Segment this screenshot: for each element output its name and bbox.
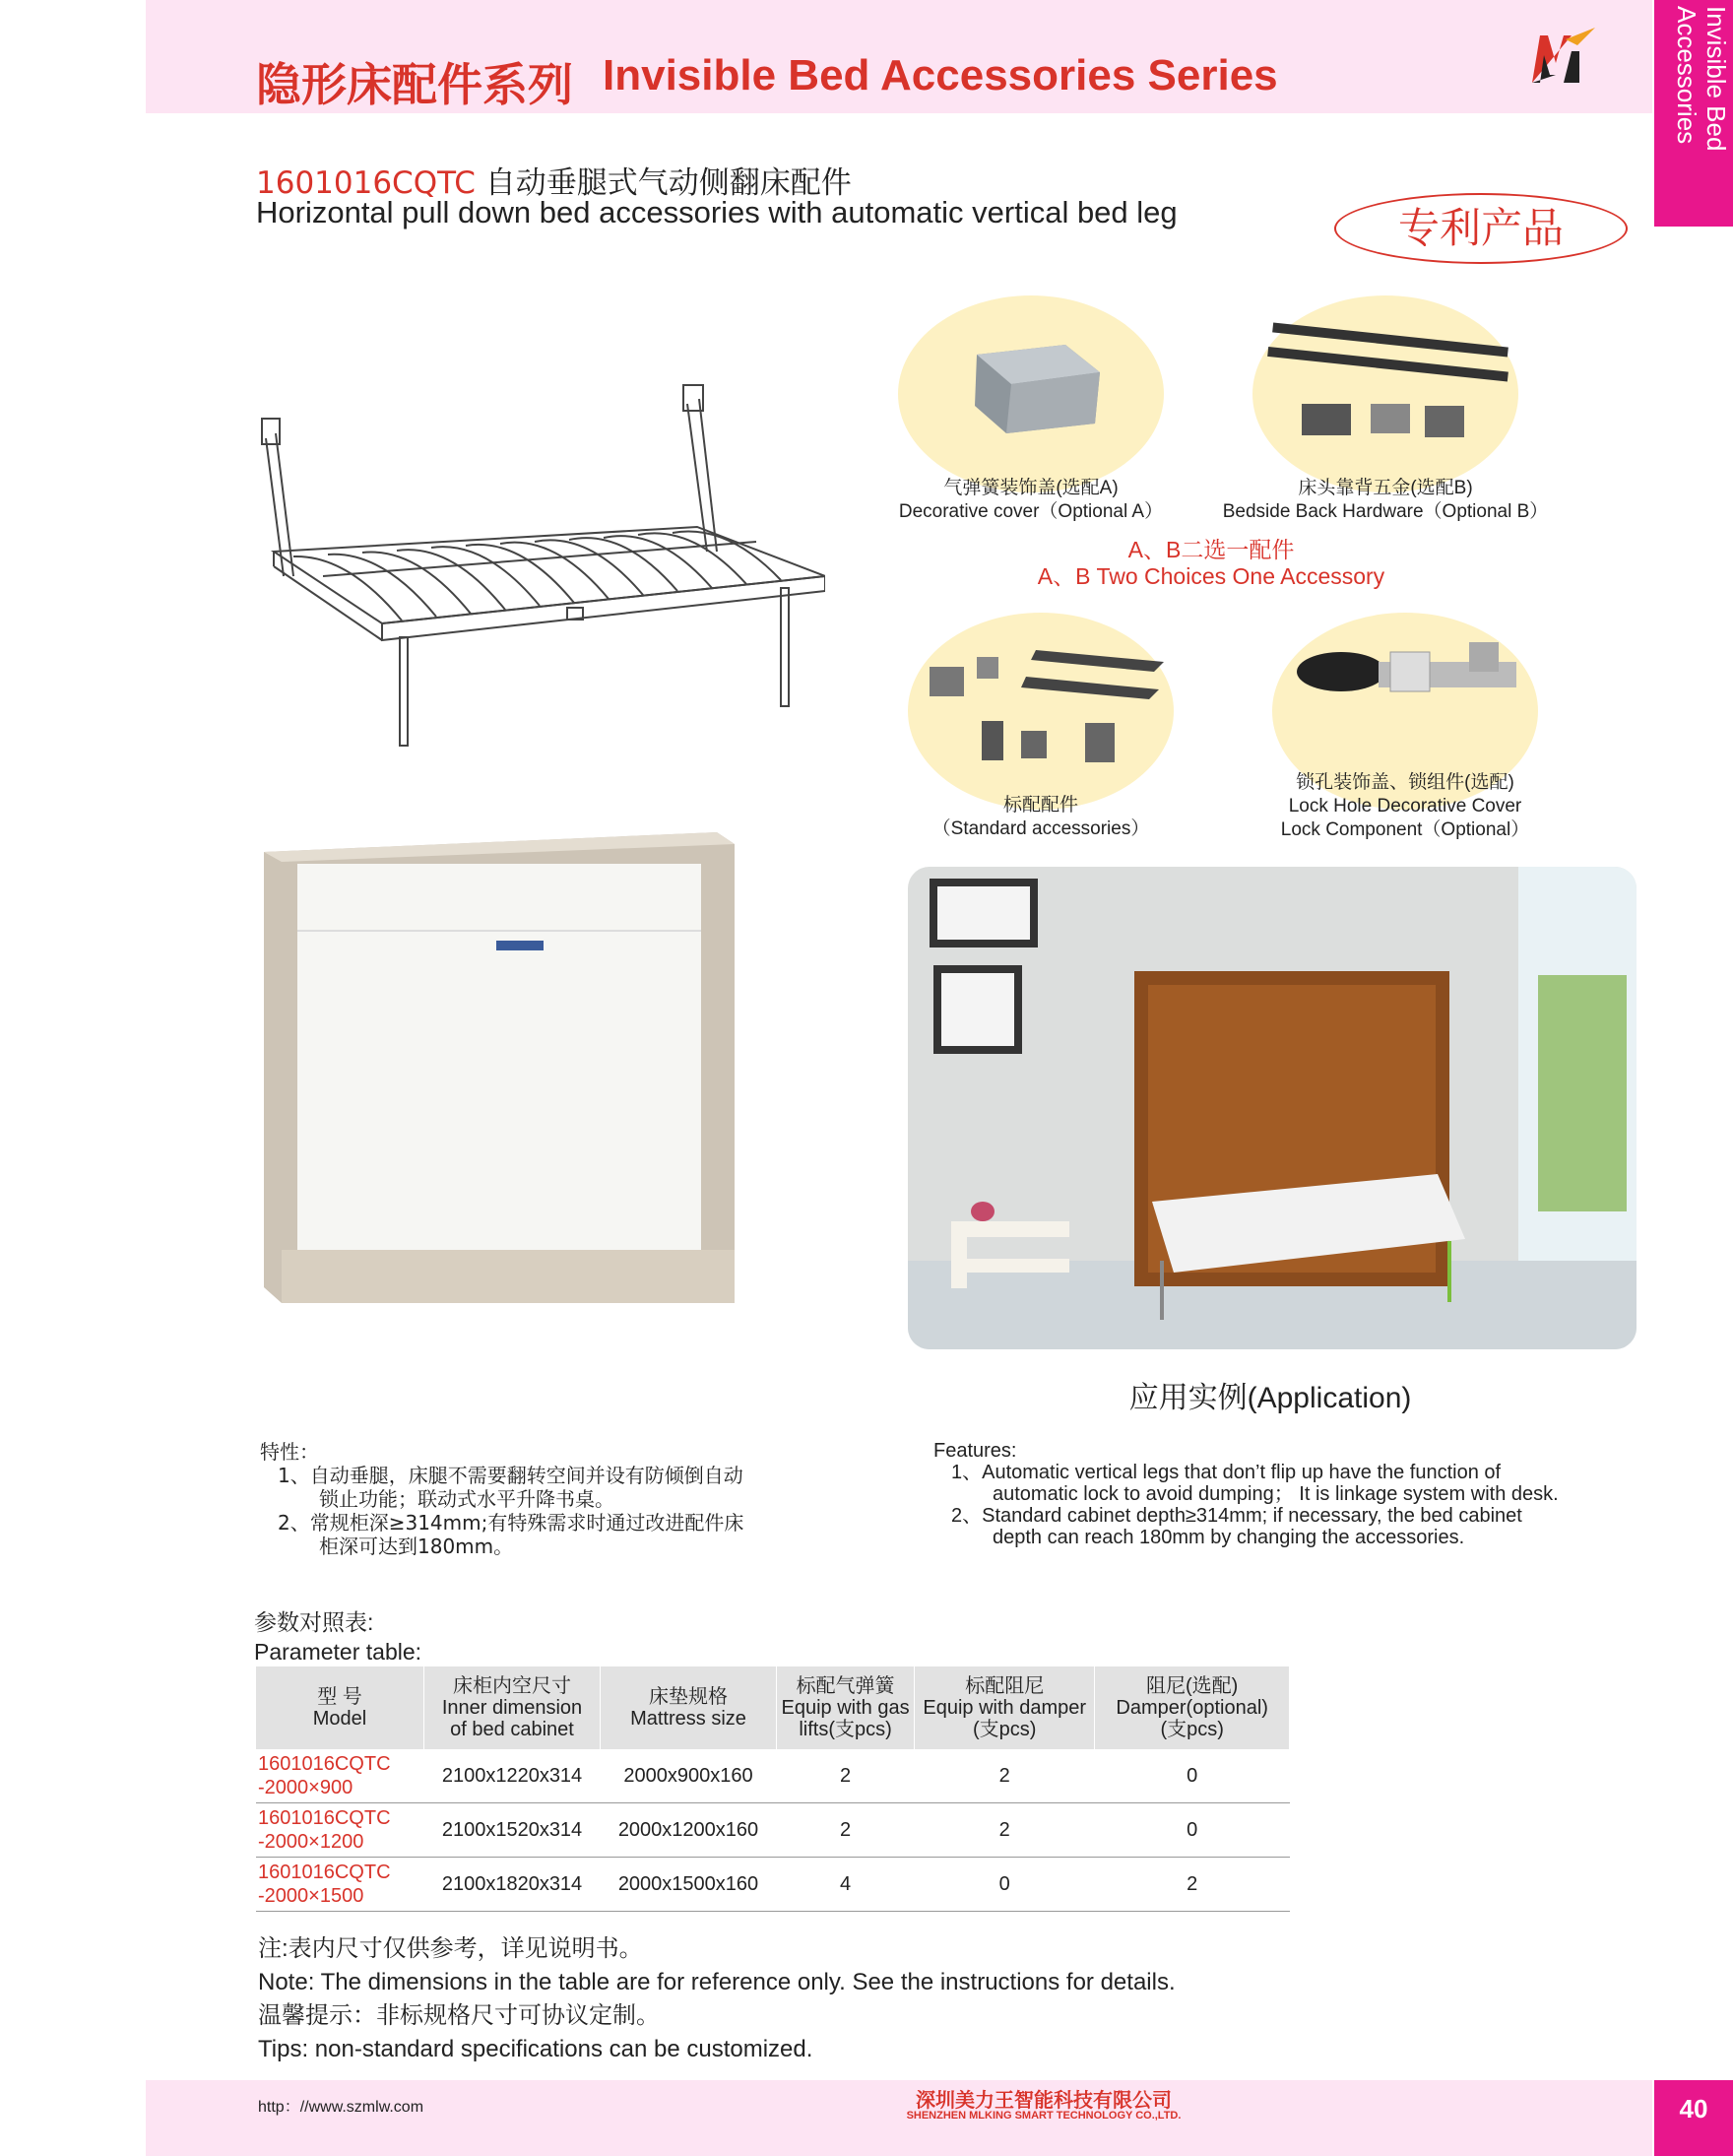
cell-model [256,1749,424,1803]
header-model-cn: 型 号 [317,1686,362,1708]
cell-model-code: 1601016CQTC [258,1862,391,1883]
cell-optional: 0 [1095,1749,1290,1803]
features-en-line-3: 2、Standard cabinet depth≥314mm; if necessary, the bed cabinet [951,1505,1522,1527]
cell-model-size: -2000×900 [258,1777,353,1798]
optional-a-en: Decorative cover（Optional A） [898,501,1164,522]
caption-lock [1251,771,1560,842]
cell-model-code: 1601016CQTC [258,1807,391,1829]
cell-damper: 2 [915,1749,1095,1803]
accessory-oval-standard [908,613,1174,810]
bedside-hardware-icon [1252,295,1518,492]
features-en-line-4: depth can reach 180mm by changing the accessories. [993,1527,1465,1548]
choice-note [985,537,1438,590]
table-header-row [256,1666,1290,1749]
bed-frame-drawing [254,379,825,753]
cell-model [256,1858,424,1912]
parameter-title-en: Parameter table: [254,1639,422,1665]
features-cn-title: 特性： [260,1440,319,1464]
lock-en-1: Lock Hole Decorative Cover [1288,796,1522,817]
cell-mattress: 2000x900x160 [601,1749,777,1803]
accessory-oval-decorative-cover [898,295,1164,492]
brand-logo-icon [1526,26,1599,87]
note-en: Note: The dimensions in the table are for reference only. See the instructions for details. [258,1969,1176,1995]
cell-mattress: 2000x1500x160 [601,1858,777,1912]
lock-cn: 锁孔装饰盖、锁组件(选配) [1296,772,1514,793]
header-gas [776,1666,914,1749]
cell-damper: 2 [915,1803,1095,1858]
cell-optional: 0 [1095,1803,1290,1858]
header-mattress [601,1666,777,1749]
optional-b-cn: 床头靠背五金(选配B) [1298,478,1473,498]
cell-inner: 2100x1220x314 [424,1749,601,1803]
features-cn-line-1: 1、自动垂腿，床腿不需要翻转空间并设有防倾倒自动 [278,1464,743,1487]
side-tab-label: Invisible Bed Accessories [1672,6,1731,152]
table-row [256,1749,1290,1803]
cell-mattress: 2000x1200x160 [601,1803,777,1858]
accessory-oval-bedside-hardware [1252,295,1518,492]
cell-model-code: 1601016CQTC [258,1753,391,1775]
features-cn-line-2: 锁止功能；联动式水平升降书桌。 [319,1487,614,1511]
product-model-code: 1601016CQTC [256,165,476,201]
cell-gas: 2 [776,1803,914,1858]
title-english: Invisible Bed Accessories Series [603,51,1278,99]
cell-gas: 4 [776,1858,914,1912]
header-damper-optional [1095,1666,1290,1749]
page-number: 40 [1679,2094,1708,2123]
header-mattress-cn: 床垫规格 [648,1686,728,1708]
cell-inner: 2100x1820x314 [424,1858,601,1912]
tips-en: Tips: non-standard specifications can be customized. [258,2036,813,2062]
application-caption: 应用实例(Application) [1128,1382,1412,1414]
header-damper-en-1: Equip with damper [923,1697,1087,1719]
cell-model-size: -2000×1500 [258,1885,364,1907]
features-cn-line-3: 2、常规柜深≥314mm;有特殊需求时通过改进配件床 [278,1511,744,1535]
header-gas-en-1: Equip with gas [781,1697,910,1719]
standard-cn: 标配配件 [1002,795,1078,816]
header-inner-en-1: Inner dimension [441,1697,583,1719]
title-chinese: 隐形床配件系列 [256,58,573,111]
header-model [256,1666,424,1749]
footer-url: http：//www.szmlw.com [258,2099,424,2116]
parameter-table [256,1666,1290,1912]
header-damper-en-2: (支pcs) [973,1719,1037,1740]
footer-company-cn: 深圳美力王智能科技有限公司 [916,2088,1172,2112]
header-mattress-en: Mattress size [630,1708,746,1730]
cell-model-size: -2000×1200 [258,1831,364,1853]
header-inner [424,1666,601,1749]
footer-company-en: SHENZHEN MLKING SMART TECHNOLOGY CO.,LTD. [906,2110,1182,2122]
patent-badge: 专利产品 [1334,193,1628,264]
application-room-image [908,867,1637,1349]
features-chinese [260,1440,831,1558]
header-opt-en-1: Damper(optional) [1116,1697,1268,1719]
choice-cn: A、B二选一配件 [1127,537,1295,562]
header-gas-en-2: lifts(支pcs) [799,1719,892,1740]
caption-standard [908,794,1174,841]
header-gas-cn: 标配气弹簧 [796,1675,895,1697]
cell-optional: 2 [1095,1858,1290,1912]
header-inner-en-2: of bed cabinet [450,1719,574,1740]
header-inner-cn: 床柜内空尺寸 [453,1675,571,1697]
closed-cabinet-image [264,832,735,1303]
product-name-en: Horizontal pull down bed accessories with automatic vertical bed leg [256,195,1178,229]
caption-optional-a [898,477,1164,524]
features-english [933,1440,1623,1548]
cell-model [256,1803,424,1858]
standard-en: （Standard accessories） [931,818,1150,839]
features-cn-line-4: 柜深可达到180mm。 [319,1535,514,1558]
standard-accessories-icon [908,613,1174,810]
caption-optional-b [1221,477,1550,524]
note-cn: 注:表内尺寸仅供参考，详见说明书。 [258,1935,643,1962]
header-model-en: Model [312,1708,367,1730]
product-name-cn: 自动垂腿式气动侧翻床配件 [484,165,852,201]
features-en-line-2: automatic lock to avoid dumping； It is linkage system with desk. [993,1483,1559,1505]
notes [258,1932,1176,2066]
tips-cn: 温馨提示：非标规格尺寸可协议定制。 [258,2002,660,2029]
parameter-table-title [254,1607,421,1666]
header-opt-cn: 阻尼(选配) [1146,1675,1239,1697]
optional-b-en: Bedside Back Hardware（Optional B） [1222,501,1549,522]
choice-en: A、B Two Choices One Accessory [1037,563,1385,589]
features-en-title: Features: [933,1440,1017,1462]
decorative-cover-icon [898,295,1164,492]
features-en-line-1: 1、Automatic vertical legs that don’t flip up have the function of [951,1462,1502,1483]
cell-inner: 2100x1520x314 [424,1803,601,1858]
header-damper-cn: 标配阻尼 [965,1675,1045,1697]
parameter-title-cn: 参数对照表: [254,1609,374,1635]
optional-a-cn: 气弹簧装饰盖(选配A) [943,478,1119,498]
table-row [256,1858,1290,1912]
room-scene [908,867,1637,1349]
table-row [256,1803,1290,1858]
header-opt-en-2: (支pcs) [1160,1719,1224,1740]
header-damper [915,1666,1095,1749]
cell-damper: 0 [915,1858,1095,1912]
cell-gas: 2 [776,1749,914,1803]
lock-en-2: Lock Component（Optional） [1280,819,1530,840]
